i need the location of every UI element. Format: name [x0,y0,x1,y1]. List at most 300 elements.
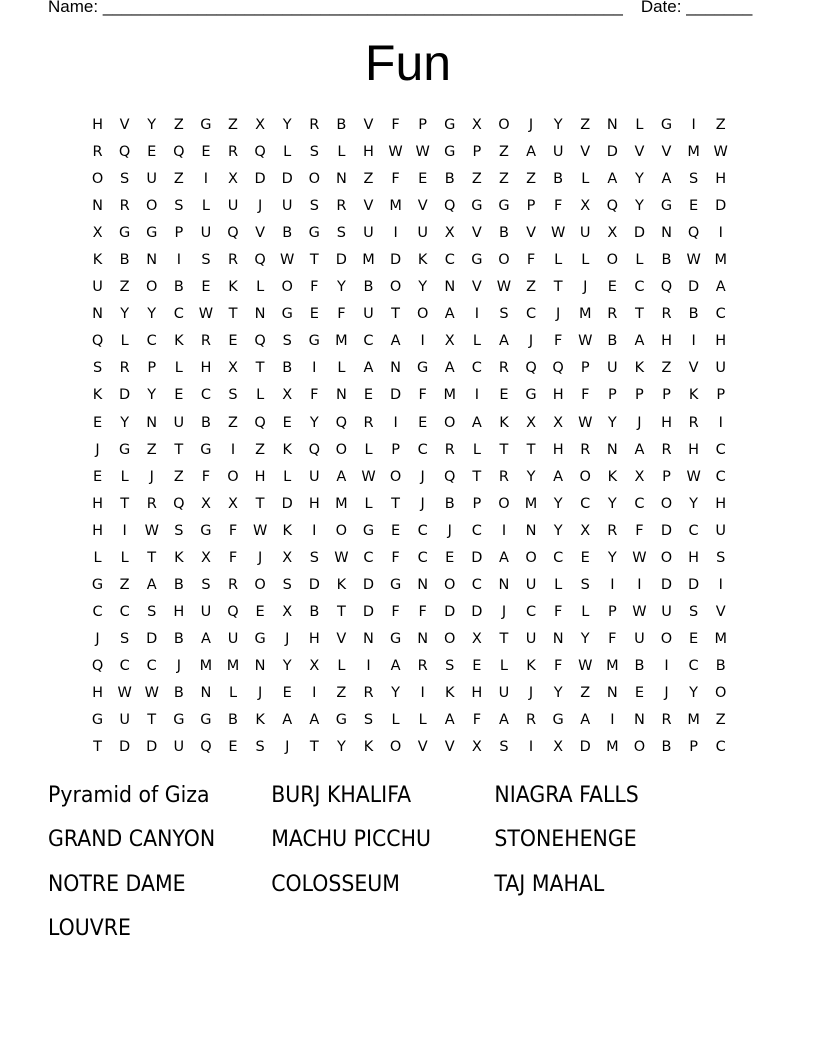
grid-letter[interactable]: L [581,603,590,620]
grid-letter[interactable]: J [420,468,425,485]
grid-letter[interactable]: Z [119,279,130,296]
grid-letter[interactable]: H [715,495,727,512]
grid-letter[interactable]: U [525,630,537,647]
grid-letter[interactable]: C [417,549,428,566]
grid-letter[interactable]: M [714,252,727,269]
grid-letter[interactable]: O [444,414,456,431]
grid-letter[interactable]: G [200,441,212,458]
grid-letter[interactable]: U [227,630,239,647]
grid-letter[interactable]: B [173,630,184,647]
grid-letter[interactable]: A [471,414,482,431]
grid-letter[interactable]: O [335,522,348,539]
grid-letter[interactable]: P [607,387,617,404]
grid-letter[interactable]: Q [444,198,456,215]
grid-letter[interactable]: G [91,712,104,729]
grid-letter[interactable]: F [418,603,427,620]
grid-letter[interactable]: H [92,117,103,133]
grid-letter[interactable]: C [688,522,699,539]
grid-letter[interactable]: Q [444,468,456,485]
grid-letter[interactable]: P [391,441,400,458]
grid-letter[interactable]: X [634,468,645,485]
grid-letter[interactable]: B [688,306,699,323]
grid-letter[interactable]: V [336,630,347,647]
grid-letter[interactable]: K [688,387,699,404]
grid-letter[interactable]: J [257,684,263,701]
grid-letter[interactable]: A [634,441,645,458]
grid-letter[interactable]: B [661,252,672,269]
grid-letter[interactable]: N [552,630,564,647]
grid-letter[interactable]: I [718,225,723,242]
grid-letter[interactable]: S [282,333,292,350]
grid-letter[interactable]: A [580,712,591,729]
grid-letter[interactable]: N [417,576,429,593]
grid-letter[interactable]: U [146,171,158,188]
grid-letter[interactable]: A [553,468,564,485]
grid-letter[interactable]: J [447,522,452,539]
grid-letter[interactable]: A [498,712,509,729]
grid-letter[interactable]: P [662,468,671,485]
grid-letter[interactable]: R [607,306,618,323]
grid-letter[interactable]: G [660,117,673,133]
grid-letter[interactable]: Q [173,495,185,512]
grid-letter[interactable]: N [606,684,618,701]
grid-letter[interactable]: T [499,441,509,458]
grid-letter[interactable]: Z [715,712,726,729]
grid-letter[interactable]: X [444,333,455,350]
grid-letter[interactable]: E [282,414,292,431]
grid-letter[interactable]: R [363,414,374,431]
grid-letter[interactable]: F [228,522,238,539]
grid-letter[interactable]: Y [526,468,536,485]
grid-letter[interactable]: Q [552,360,564,377]
grid-letter[interactable]: E [607,279,617,296]
grid-letter[interactable]: L [283,144,292,161]
grid-letter[interactable]: A [390,657,401,674]
grid-letter[interactable]: E [499,387,509,404]
grid-letter[interactable]: T [391,495,400,512]
grid-letter[interactable]: H [92,522,103,539]
grid-letter[interactable]: R [580,441,591,458]
grid-letter[interactable]: R [227,252,239,269]
grid-letter[interactable]: E [174,387,184,404]
date-blank[interactable]: _______ [686,0,753,16]
grid-letter[interactable]: N [200,684,212,701]
grid-letter[interactable]: L [418,712,427,729]
grid-letter[interactable]: J [420,495,425,512]
grid-letter[interactable]: J [95,630,100,647]
grid-letter[interactable]: S [580,576,590,593]
grid-letter[interactable]: R [498,360,509,377]
grid-letter[interactable]: W [198,306,214,323]
grid-letter[interactable]: Z [580,684,591,701]
grid-letter[interactable]: J [285,739,290,756]
grid-letter[interactable]: N [498,576,510,593]
grid-letter[interactable]: C [417,441,428,458]
grid-letter[interactable]: J [528,684,534,701]
grid-letter[interactable]: X [471,630,482,647]
grid-letter[interactable]: L [472,441,481,458]
grid-letter[interactable]: S [255,739,265,756]
grid-letter[interactable]: O [227,468,239,485]
grid-letter[interactable]: B [336,117,347,133]
grid-letter[interactable]: Y [553,117,563,133]
grid-letter[interactable]: Y [553,684,563,701]
grid-letter[interactable]: M [606,657,619,674]
grid-letter[interactable]: I [474,306,479,323]
grid-letter[interactable]: X [553,414,564,431]
grid-letter[interactable]: G [417,360,429,377]
grid-letter[interactable]: D [660,576,673,593]
grid-letter[interactable]: I [312,522,317,539]
grid-letter[interactable]: W [578,333,593,350]
grid-letter[interactable]: A [607,171,618,188]
grid-letter[interactable]: F [581,387,590,404]
grid-letter[interactable]: R [526,712,537,729]
grid-letter[interactable]: E [418,171,428,188]
grid-letter[interactable]: N [606,117,618,133]
grid-letter[interactable]: F [391,117,400,133]
grid-letter[interactable]: V [417,739,428,756]
grid-letter[interactable]: S [147,603,157,620]
grid-letter[interactable]: X [526,414,537,431]
grid-letter[interactable]: J [149,468,154,485]
grid-letter[interactable]: I [122,522,127,539]
grid-letter[interactable]: C [119,657,130,674]
grid-letter[interactable]: O [416,306,429,323]
grid-letter[interactable]: M [524,495,538,512]
grid-letter[interactable]: I [420,684,425,701]
grid-letter[interactable]: Z [173,171,184,188]
grid-letter[interactable]: R [498,468,509,485]
grid-letter[interactable]: L [337,144,346,161]
grid-letter[interactable]: K [417,252,428,269]
grid-letter[interactable]: T [120,495,130,512]
grid-letter[interactable]: U [363,306,374,323]
grid-letter[interactable]: S [174,522,184,539]
grid-letter[interactable]: B [444,171,455,188]
grid-letter[interactable]: O [498,495,510,512]
grid-letter[interactable]: P [526,198,536,215]
grid-letter[interactable]: Q [227,603,239,620]
grid-letter[interactable]: D [688,576,700,593]
grid-letter[interactable]: D [308,576,320,593]
grid-letter[interactable]: A [498,549,509,566]
grid-letter[interactable]: F [553,333,563,350]
grid-letter[interactable]: Z [526,171,537,188]
grid-letter[interactable]: B [498,225,509,242]
grid-letter[interactable]: N [417,630,429,647]
grid-letter[interactable]: G [552,712,564,729]
grid-letter[interactable]: R [309,117,320,133]
grid-letter[interactable]: A [309,712,320,729]
grid-letter[interactable]: U [607,360,618,377]
grid-letter[interactable]: P [635,387,644,404]
grid-letter[interactable]: C [146,657,157,674]
grid-letter[interactable]: E [201,144,211,161]
grid-letter[interactable]: K [363,739,374,756]
grid-letter[interactable]: C [417,522,428,539]
grid-letter[interactable]: V [417,198,428,215]
grid-letter[interactable]: C [471,576,482,593]
grid-letter[interactable]: Y [634,171,644,188]
grid-letter[interactable]: C [471,360,482,377]
grid-letter[interactable]: Y [147,117,157,133]
grid-letter[interactable]: P [662,387,671,404]
grid-letter[interactable]: W [415,144,430,161]
grid-letter[interactable]: D [606,144,618,161]
grid-letter[interactable]: S [309,549,319,566]
grid-letter[interactable]: I [691,117,696,133]
grid-letter[interactable]: L [581,171,590,188]
grid-letter[interactable]: O [498,252,510,269]
grid-letter[interactable]: V [471,225,482,242]
grid-letter[interactable]: O [389,739,402,756]
grid-letter[interactable]: H [308,495,320,512]
grid-letter[interactable]: I [203,171,209,188]
grid-letter[interactable]: F [201,468,211,485]
grid-letter[interactable]: L [635,117,644,133]
grid-letter[interactable]: U [200,225,212,242]
grid-letter[interactable]: G [660,198,673,215]
grid-letter[interactable]: K [499,414,509,431]
grid-letter[interactable]: N [363,630,374,647]
grid-letter[interactable]: K [255,712,265,729]
grid-letter[interactable]: D [660,522,673,539]
grid-letter[interactable]: T [336,603,346,620]
grid-letter[interactable]: U [417,225,428,242]
grid-letter[interactable]: G [525,387,537,404]
grid-letter[interactable]: C [715,739,726,756]
grid-letter[interactable]: L [364,495,373,512]
grid-letter[interactable]: M [443,387,457,404]
grid-letter[interactable]: Y [418,279,428,296]
grid-letter[interactable]: W [713,144,728,161]
grid-letter[interactable]: C [525,306,537,323]
grid-letter[interactable]: N [92,306,103,323]
grid-letter[interactable]: H [715,333,727,350]
grid-letter[interactable]: C [553,549,564,566]
grid-letter[interactable]: D [688,279,700,296]
grid-letter[interactable]: O [146,279,158,296]
grid-letter[interactable]: U [119,712,130,729]
grid-letter[interactable]: Z [580,117,591,133]
grid-letter[interactable]: V [661,144,672,161]
grid-letter[interactable]: G [444,117,456,133]
name-blank[interactable]: _______________________________________________________ [102,0,623,16]
grid-letter[interactable]: Y [689,495,699,512]
grid-letter[interactable]: O [660,549,673,566]
grid-letter[interactable]: Y [391,684,400,701]
grid-letter[interactable]: G [254,630,266,647]
grid-letter[interactable]: Q [687,225,700,242]
grid-letter[interactable]: S [174,198,184,215]
grid-letter[interactable]: L [256,279,265,296]
grid-letter[interactable]: B [715,657,726,674]
grid-letter[interactable]: M [578,306,592,323]
grid-letter[interactable]: T [499,630,509,647]
grid-letter[interactable]: C [200,387,211,404]
grid-letter[interactable]: Z [255,441,266,458]
grid-letter[interactable]: W [686,252,701,269]
grid-letter[interactable]: G [389,630,402,647]
grid-letter[interactable]: P [472,144,482,161]
grid-letter[interactable]: G [389,576,402,593]
grid-letter[interactable]: Q [254,333,266,350]
grid-letter[interactable]: D [471,549,483,566]
grid-letter[interactable]: N [146,252,158,269]
grid-letter[interactable]: J [176,657,181,674]
grid-letter[interactable]: X [228,360,238,377]
grid-letter[interactable]: W [252,522,268,539]
grid-letter[interactable]: Z [173,117,184,133]
grid-letter[interactable]: A [200,630,211,647]
grid-letter[interactable]: O [281,279,293,296]
grid-letter[interactable]: G [146,225,158,242]
grid-letter[interactable]: A [715,279,726,296]
grid-letter[interactable]: L [93,549,102,566]
grid-letter[interactable]: I [312,684,317,701]
grid-letter[interactable]: C [715,468,726,485]
grid-letter[interactable]: F [228,549,238,566]
grid-letter[interactable]: J [501,603,507,620]
grid-letter[interactable]: E [634,684,644,701]
grid-letter[interactable]: C [363,549,374,566]
grid-letter[interactable]: K [92,252,103,269]
grid-letter[interactable]: Q [525,360,537,377]
grid-letter[interactable]: D [146,630,158,647]
grid-letter[interactable]: J [285,630,290,647]
grid-letter[interactable]: W [334,549,349,566]
grid-letter[interactable]: Q [308,441,320,458]
grid-letter[interactable]: B [553,171,564,188]
grid-letter[interactable]: C [119,603,130,620]
grid-letter[interactable]: R [661,712,672,729]
grid-letter[interactable]: Y [282,117,292,133]
grid-letter[interactable]: M [389,198,402,215]
grid-letter[interactable]: B [634,657,645,674]
grid-letter[interactable]: A [634,333,645,350]
grid-letter[interactable]: G [308,333,320,350]
grid-letter[interactable]: W [280,252,295,269]
grid-letter[interactable]: I [312,360,317,377]
grid-letter[interactable]: U [308,468,320,485]
grid-letter[interactable]: C [525,603,537,620]
grid-letter[interactable]: T [472,468,482,485]
grid-letter[interactable]: F [418,387,427,404]
grid-letter[interactable]: F [608,630,617,647]
grid-letter[interactable]: S [689,603,699,620]
grid-letter[interactable]: Y [607,495,617,512]
grid-letter[interactable]: C [580,495,591,512]
grid-letter[interactable]: S [282,576,292,593]
grid-letter[interactable]: O [660,495,673,512]
grid-letter[interactable]: O [714,684,727,701]
grid-letter[interactable]: W [144,684,159,701]
grid-letter[interactable]: N [661,225,672,242]
grid-letter[interactable]: A [444,360,455,377]
grid-letter[interactable]: T [147,549,157,566]
grid-letter[interactable]: V [255,225,266,242]
grid-letter[interactable]: U [200,603,212,620]
grid-letter[interactable]: S [201,576,211,593]
grid-letter[interactable]: Y [120,306,130,323]
grid-letter[interactable]: Q [254,252,266,269]
grid-letter[interactable]: Z [228,414,238,431]
grid-letter[interactable]: H [661,414,672,431]
grid-letter[interactable]: U [281,198,293,215]
grid-letter[interactable]: S [363,712,374,729]
grid-letter[interactable]: L [472,333,481,350]
grid-letter[interactable]: C [471,522,482,539]
grid-letter[interactable]: M [362,252,375,269]
grid-letter[interactable]: O [335,441,348,458]
grid-letter[interactable]: G [471,252,483,269]
grid-letter[interactable]: H [173,603,185,620]
grid-letter[interactable]: M [335,495,348,512]
grid-letter[interactable]: C [634,279,645,296]
grid-letter[interactable]: D [362,576,375,593]
grid-letter[interactable]: Q [254,414,266,431]
grid-letter[interactable]: F [553,657,563,674]
grid-letter[interactable]: R [119,360,130,377]
grid-letter[interactable]: H [471,684,483,701]
grid-letter[interactable]: W [144,522,159,539]
grid-letter[interactable]: G [498,198,510,215]
grid-letter[interactable]: I [393,414,398,431]
grid-letter[interactable]: D [254,171,266,188]
grid-letter[interactable]: O [146,198,158,215]
grid-letter[interactable]: A [363,360,374,377]
grid-letter[interactable]: F [472,712,482,729]
grid-letter[interactable]: D [715,198,727,215]
grid-letter[interactable]: D [389,387,402,404]
grid-letter[interactable]: V [363,198,374,215]
grid-letter[interactable]: B [309,603,320,620]
grid-letter[interactable]: E [445,549,455,566]
grid-letter[interactable]: H [688,549,700,566]
grid-letter[interactable]: J [528,333,534,350]
grid-letter[interactable]: H [92,684,103,701]
grid-letter[interactable]: Q [91,333,104,350]
grid-letter[interactable]: P [472,495,482,512]
grid-letter[interactable]: W [117,684,132,701]
grid-letter[interactable]: C [688,657,699,674]
grid-letter[interactable]: C [363,333,374,350]
grid-letter[interactable]: I [664,657,669,674]
grid-letter[interactable]: S [499,739,509,756]
grid-letter[interactable]: A [444,712,455,729]
grid-letter[interactable]: U [552,144,564,161]
grid-letter[interactable]: G [119,441,131,458]
grid-letter[interactable]: T [93,739,102,756]
grid-letter[interactable]: Y [282,657,292,674]
grid-letter[interactable]: E [689,198,699,215]
grid-letter[interactable]: E [418,414,428,431]
grid-letter[interactable]: Q [254,144,266,161]
grid-letter[interactable]: R [607,522,618,539]
grid-letter[interactable]: O [579,468,591,485]
grid-letter[interactable]: K [92,387,103,404]
grid-letter[interactable]: C [715,441,726,458]
grid-letter[interactable]: L [391,712,400,729]
grid-letter[interactable]: I [474,387,479,404]
grid-letter[interactable]: L [554,252,563,269]
grid-letter[interactable]: R [227,576,239,593]
grid-letter[interactable]: T [309,739,319,756]
grid-letter[interactable]: I [230,441,236,458]
grid-letter[interactable]: Y [607,414,617,431]
grid-letter[interactable]: X [471,739,482,756]
